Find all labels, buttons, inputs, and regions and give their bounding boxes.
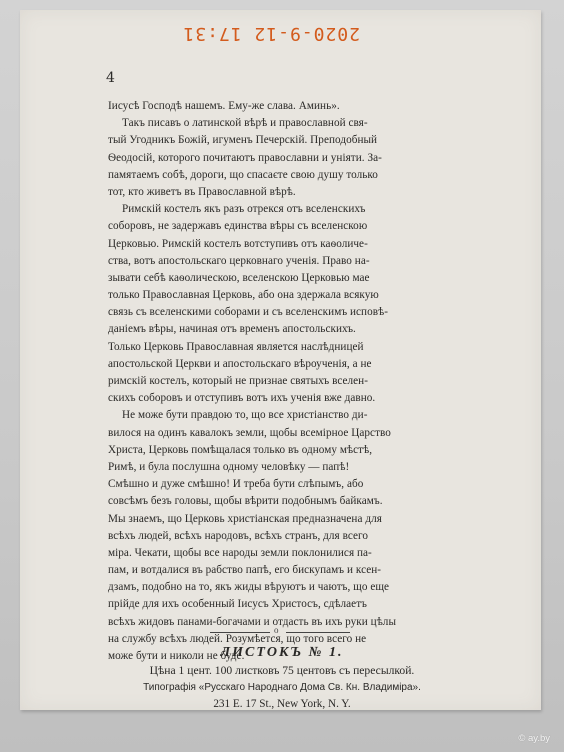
leaflet-price: Цѣна 1 цент. 100 листковъ 75 центовъ съ пересылкой.: [149, 664, 415, 677]
site-watermark: © ay.by: [518, 733, 550, 744]
text-line: Только Церковь Православная является наслѣдницей: [108, 340, 364, 353]
text-line: міра. Чекати, щобы все народы земли поклонилися па-: [108, 546, 372, 559]
text-line: Ѳеодосій, которого почитаютъ православни и уніяти. За-: [108, 151, 382, 164]
text-line: апостольской Церкви и апостольскаго вѣроученія, а не: [108, 357, 372, 370]
date-stamp: [40, 23, 360, 47]
text-line: Іисусѣ Господѣ нашемъ. Ему-же слава. Аминь».: [108, 100, 340, 112]
leaflet-title: ЛИСТОКЪ № 1.: [220, 645, 344, 660]
text-line: даніемъ вѣры, начиная отъ временъ апостольскихъ.: [108, 323, 356, 336]
text-line: Мы знаемъ, що Церковь христіанская предназначена для: [108, 512, 382, 525]
text-line: ства, вотъ апостольскаго церковнаго ученія. Право на-: [108, 254, 370, 267]
printer-address: 231 E. 17 St., New York, N. Y.: [213, 698, 351, 710]
divider-rule-left: [210, 632, 270, 633]
document-page: [20, 10, 541, 710]
divider-rule-right: [286, 632, 350, 633]
text-line: связь съ вселенскими соборами и съ вселенскимъ исповѣ-: [108, 306, 388, 319]
text-line: скихъ соборовъ и отступивъ вотъ ихъ ученія вже давно.: [108, 392, 376, 405]
text-line: Римскій костелъ якъ разъ отрекся отъ вселенскихъ: [122, 203, 366, 216]
text-line: зывати себѣ каѳолическою, вселенскою Церковью мае: [108, 271, 370, 284]
text-line: на службу всѣхъ людей. Розумѣется, що того всего не: [108, 632, 367, 645]
text-line: тот, кто живетъ въ Православной вѣрѣ.: [108, 185, 296, 198]
text-line: Римѣ, и була послушна одному человѣку — папѣ!: [108, 460, 350, 473]
text-line: вилося на одинъ кавалокъ земли, щобы всемірное Царство: [108, 426, 391, 439]
text-line: пам, и вотдалися въ рабство папѣ, его бискупамъ и ксен-: [108, 564, 382, 577]
text-line: Такъ писавъ о латинской вѣрѣ и православной свя-: [122, 117, 368, 130]
text-line: Не може бути правдою то, що все христіанство ди-: [122, 409, 368, 422]
text-line: Смѣшно и дуже смѣшно! И треба бути слѣпымъ, або: [108, 478, 364, 491]
body-text: [108, 98, 464, 665]
text-line: прійде для ихъ особенный Іисусъ Христосъ, сдѣлаетъ: [108, 598, 367, 611]
text-line: Христа, Церковь помѣщалася только въ одному мѣстѣ,: [108, 443, 373, 456]
text-line: соборовъ, не задержавъ единства вѣры съ вселенскою: [108, 220, 368, 233]
text-line: всѣхъ людей, всѣхъ народовъ, всѣхъ странъ, для всего: [108, 529, 369, 542]
divider-ornament: o: [274, 625, 279, 635]
text-line: може бути и николи не буде.: [108, 650, 245, 662]
text-line: всѣхъ жидовъ панами-богачами и отдасть въ ихъ руки цѣлы: [108, 615, 397, 628]
date-stamp-text: 2020-9-12 17:31: [182, 23, 360, 44]
printer-credit: Типографія «Русскаго Народнаго Дома Св. Кн. Владиміра».: [143, 682, 421, 693]
text-line: тый Угодникъ Божій, игуменъ Печерскій. Преподобный: [108, 134, 378, 147]
text-line: римскій костелъ, который не признае святыхъ вселен-: [108, 375, 368, 387]
footer-divider: [210, 625, 350, 638]
page-number: 4: [106, 70, 115, 86]
text-line: дзамъ, подобно на то, якъ жиды вѣруютъ и чаютъ, що еще: [108, 581, 390, 594]
text-line: Церковью. Римскій костелъ вотступивъ отъ каѳоличе-: [108, 237, 368, 250]
text-line: памятаемъ собѣ, дороги, що спасаєте свою душу только: [108, 168, 378, 181]
text-line: совсѣмъ безъ головы, щобы вѣрити подобнымъ байкамъ.: [108, 495, 383, 508]
text-line: только Православная Церковь, або она здержала всякую: [108, 289, 379, 302]
